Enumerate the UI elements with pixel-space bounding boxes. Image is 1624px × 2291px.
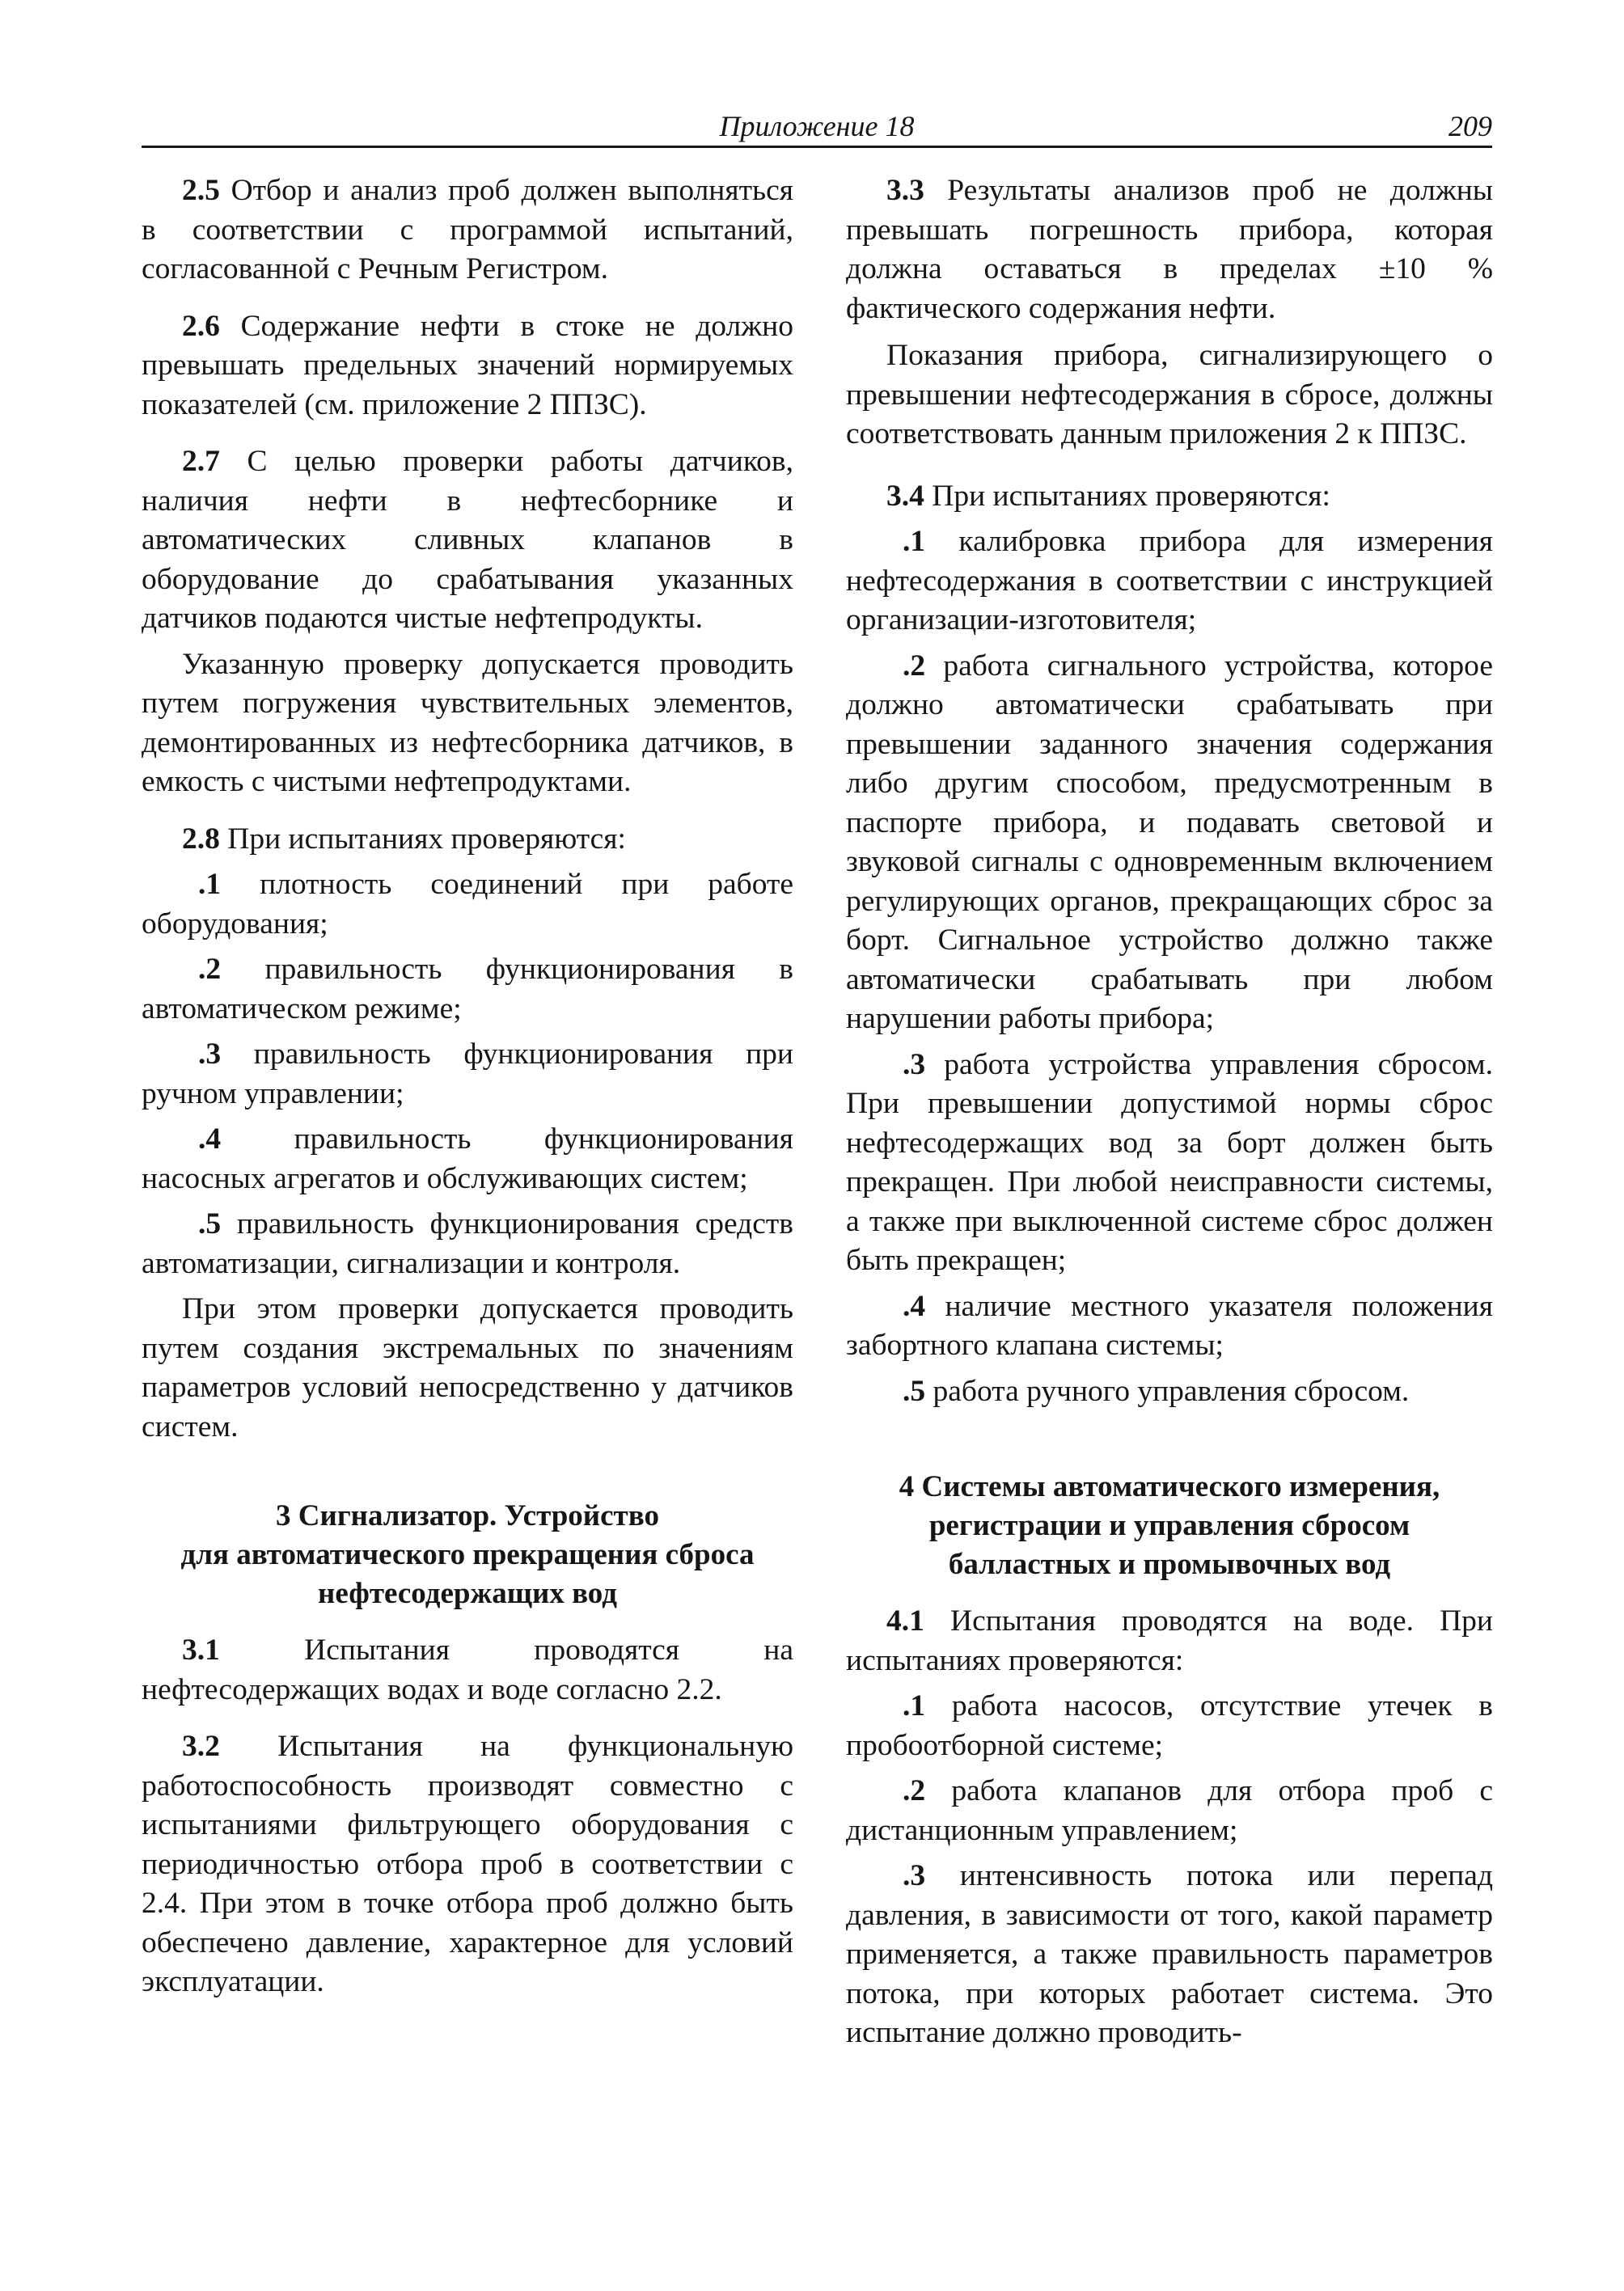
list-item-2-8-3 <box>142 1035 793 1114</box>
heading-line: для автоматического прекращения сброса <box>180 1538 755 1571</box>
clause-number: 2.5 <box>182 174 220 207</box>
paragraph-2-5 <box>142 171 793 290</box>
item-number: .3 <box>903 1047 926 1081</box>
item-number: .3 <box>198 1038 222 1071</box>
clause-text: При испытаниях проверяются: <box>924 479 1330 513</box>
item-text: плотность соединений при работе оборудования; <box>142 868 793 940</box>
clause-number: 2.8 <box>182 822 220 856</box>
section-4-heading <box>846 1468 1493 1584</box>
heading-line: регистрации и управления сбросом <box>928 1509 1410 1542</box>
heading-line: балластных и промывочных вод <box>948 1548 1391 1581</box>
list-item-2-8-2 <box>142 950 793 1029</box>
item-number: .1 <box>903 525 926 558</box>
clause-text: Испытания проводятся на воде. При испытаниях проверяются: <box>846 1604 1493 1677</box>
clause-number: 3.2 <box>182 1730 220 1763</box>
item-number: .2 <box>903 1774 926 1807</box>
list-item-2-8-4 <box>142 1120 793 1198</box>
clause-text: Испытания проводятся на нефтесодержащих водах и воде согласно 2.2. <box>142 1634 793 1706</box>
list-item-2-8-1 <box>142 865 793 944</box>
paragraph-2-6 <box>142 307 793 425</box>
paragraph-4-1 <box>846 1602 1493 1680</box>
paragraph-2-7-continued: Указанную проверку допускается проводить путем погружения чувствительных элементов, демонтированных из нефтесборника датчиков, в емкость с чистыми нефтепродуктами. <box>142 647 793 798</box>
clause-text: При испытаниях проверяются: <box>219 822 626 856</box>
list-item-4-1-1 <box>846 1687 1493 1765</box>
heading-line: 4 Системы автоматического измерения, <box>899 1470 1440 1503</box>
item-number: .4 <box>903 1289 926 1323</box>
list-item-4-1-3 <box>846 1857 1493 2053</box>
item-text: работа сигнального устройства, которое должно автоматически срабатывать при превышении заданного значения содержания либо другим способом, предусмотренным в паспорте прибора, и подавать световой и звуковой сигналы с одновременным включением регулирующих органов, прекращающих сброс за борт. Сигнальное устройство должно также автоматически срабатывать при любом нарушении работы прибора; <box>846 649 1493 1035</box>
clause-number: 4.1 <box>886 1604 924 1638</box>
list-item-3-4-5 <box>846 1372 1493 1412</box>
item-text: правильность функционирования при ручном управлении; <box>142 1038 793 1110</box>
item-number: .5 <box>903 1374 926 1408</box>
item-text: работа насосов, отсутствие утечек в пробоотборной системе; <box>846 1689 1493 1762</box>
item-text: работа ручного управления сбросом. <box>925 1374 1410 1408</box>
list-item-3-4-1 <box>846 522 1493 640</box>
clause-number: 2.7 <box>182 445 220 478</box>
clause-number: 3.3 <box>886 174 924 207</box>
item-number: .3 <box>903 1859 926 1892</box>
item-number: .4 <box>198 1122 222 1156</box>
paragraph-3-3 <box>846 171 1493 328</box>
item-number: .2 <box>198 953 222 986</box>
paragraph-2-8 <box>142 820 793 860</box>
item-text: интенсивность потока или перепад давления, в зависимости от того, какой параметр применяется, а также правильность параметров потока, при которых работает система. Это испытание должно проводить- <box>846 1859 1493 2049</box>
right-column <box>846 171 1493 2053</box>
list-item-2-8-5 <box>142 1205 793 1283</box>
item-text: работа устройства управления сбросом. При превышении допустимой нормы сброс нефтесодержащих вод за борт должен быть прекращен. При любой неисправности системы, а также при выключенной системе сброс должен быть прекращен; <box>846 1047 1493 1277</box>
paragraph-3-4 <box>846 477 1493 517</box>
paragraph-2-7 <box>142 442 793 639</box>
running-header-title: Приложение 18 <box>719 110 915 142</box>
list-item-3-4-4 <box>846 1287 1493 1366</box>
item-text: наличие местного указателя положения забортного клапана системы; <box>846 1289 1493 1362</box>
left-column <box>142 171 793 2002</box>
list-item-3-4-2 <box>846 647 1493 1039</box>
clause-text: Испытания на функциональную работоспособность производят совместно с испытаниями фильтрующего оборудования с периодичностью отбора проб в соответствии с 2.4. При этом в точке отбора проб должно быть обеспечено давление, характерное для условий эксплуатации. <box>142 1730 793 1998</box>
clause-text: Отбор и анализ проб должен выполняться в соответствии с программой испытаний, согласованной с Речным Регистром. <box>142 174 793 285</box>
item-text: правильность функционирования в автоматическом режиме; <box>142 953 793 1025</box>
clause-number: 3.1 <box>182 1634 220 1667</box>
section-3-heading <box>142 1497 793 1613</box>
item-text: калибровка прибора для измерения нефтесодержания в соответствии с инструкцией организации-изготовителя; <box>846 525 1493 636</box>
item-number: .2 <box>903 649 926 683</box>
page-number: 209 <box>1448 110 1492 142</box>
clause-number: 3.4 <box>886 479 924 513</box>
clause-text: Результаты анализов проб не должны превышать погрешность прибора, которая должна оставаться в пределах ±10 % фактического содержания нефти. <box>846 174 1493 325</box>
item-text: правильность функционирования средств автоматизации, сигнализации и контроля. <box>142 1207 793 1280</box>
item-number: .1 <box>198 868 222 901</box>
item-number: .1 <box>903 1689 926 1722</box>
clause-text: Содержание нефти в стоке не должно превышать предельных значений нормируемых показателей (см. приложение 2 ППЗС). <box>142 309 793 421</box>
paragraph-3-1 <box>142 1631 793 1710</box>
item-text: работа клапанов для отбора проб с дистанционным управлением; <box>846 1774 1493 1847</box>
paragraph-3-2 <box>142 1727 793 2002</box>
item-text: правильность функционирования насосных агрегатов и обслуживающих систем; <box>142 1122 793 1195</box>
clause-number: 2.6 <box>182 309 220 343</box>
paragraph-2-8-continued: При этом проверки допускается проводить путем создания экстремальных по значениям параметров условий непосредственно у датчиков систем. <box>142 1292 793 1443</box>
list-item-4-1-2 <box>846 1772 1493 1850</box>
heading-line: 3 Сигнализатор. Устройство <box>276 1499 659 1532</box>
list-item-3-4-3 <box>846 1046 1493 1281</box>
paragraph-3-3-continued: Показания прибора, сигнализирующего о превышении нефтесодержания в сбросе, должны соответствовать данным приложения 2 к ППЗС. <box>846 339 1493 450</box>
clause-text: С целью проверки работы датчиков, наличия нефти в нефтесборнике и автоматических сливных клапанов в оборудование до срабатывания указанных датчиков подаются чистые нефтепродукты. <box>142 445 793 635</box>
heading-line: нефтесодержащих вод <box>318 1577 617 1610</box>
page-header <box>142 110 1492 148</box>
item-number: .5 <box>198 1207 222 1241</box>
